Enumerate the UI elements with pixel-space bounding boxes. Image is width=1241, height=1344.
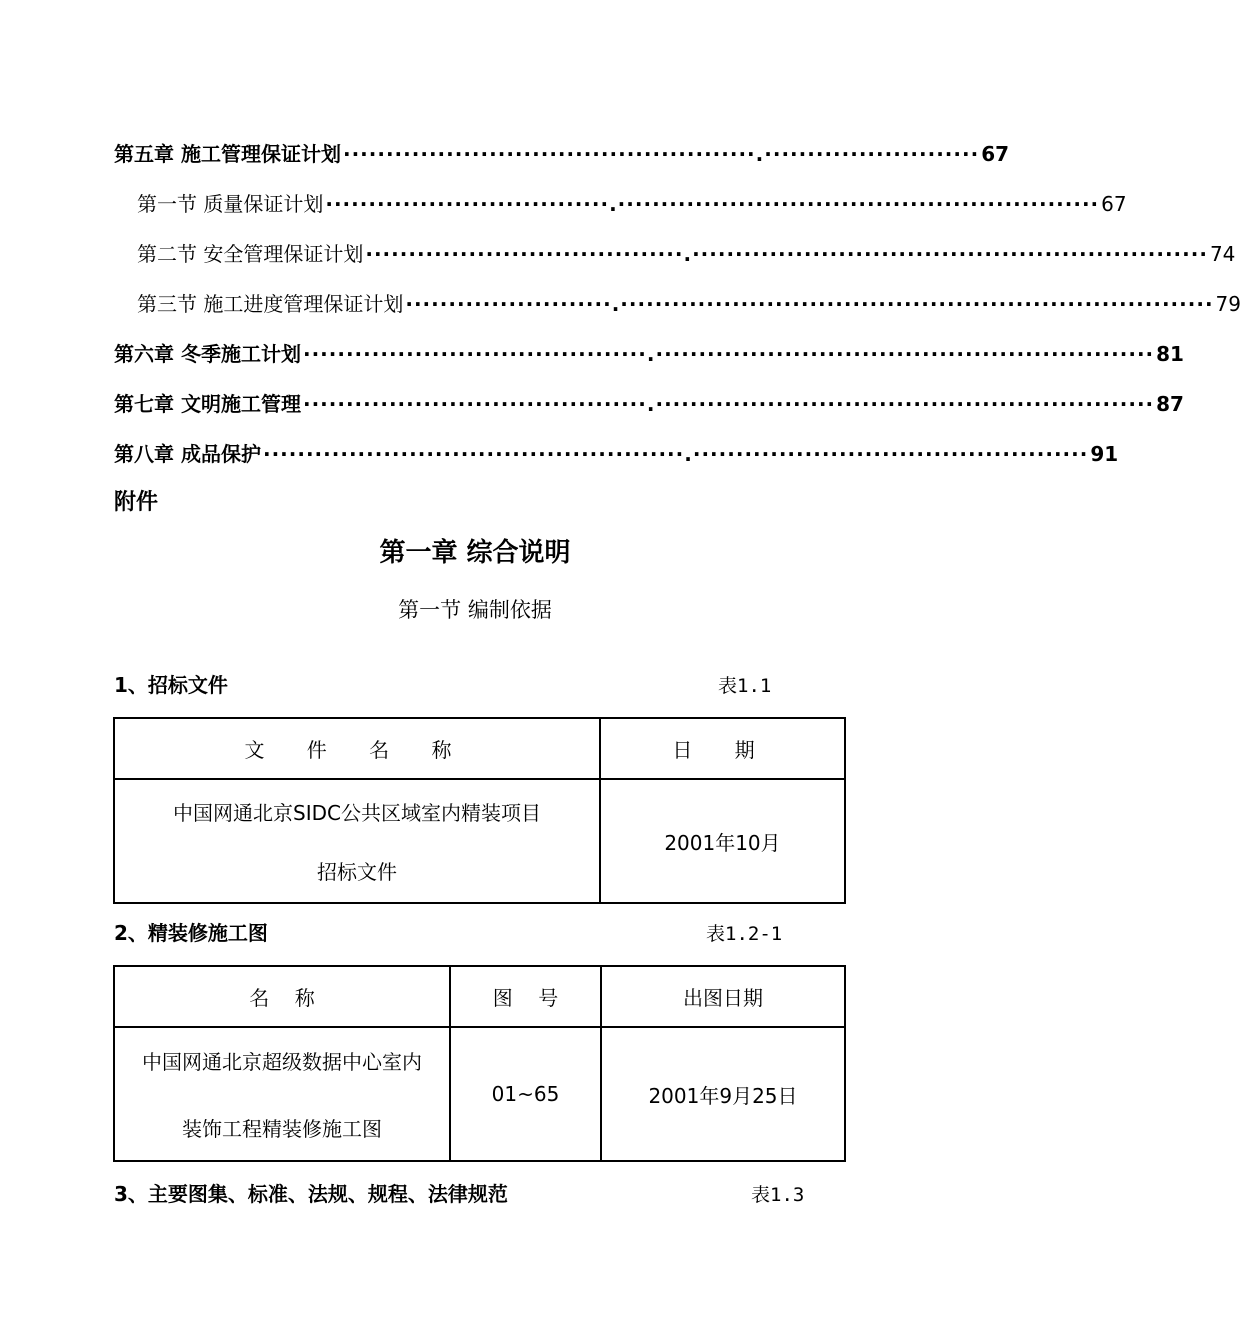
table-header-row — [114, 966, 845, 1027]
toc-entry-page: 74 — [1209, 242, 1236, 266]
table-header-cell: 出图日期 — [601, 966, 845, 1027]
toc-entry[interactable] — [137, 288, 1241, 317]
toc-leader-dots: ········································.·························································· — [302, 342, 1155, 366]
table-header-cell: 日 期 — [600, 718, 845, 779]
toc-leader-dots: ························.····································································· — [405, 292, 1214, 316]
table-cell-name: 中国网通北京SIDC公共区域室内精装项目 招标文件 — [114, 779, 600, 903]
section-heading: 第一节 编制依据 — [398, 598, 552, 622]
drawings-table — [113, 965, 846, 1162]
toc-leader-dots: ·································.························································ — [325, 192, 1100, 216]
table-label: 表1.2-1 — [706, 923, 783, 945]
toc-entry[interactable] — [114, 138, 1010, 167]
toc-entry-title: 第六章 冬季施工计划 — [114, 342, 301, 366]
table-row — [114, 779, 845, 903]
table-cell-number: 01~65 — [450, 1027, 601, 1161]
annex-label: 附件 — [114, 490, 159, 515]
toc-entry-title: 第三节 施工进度管理保证计划 — [137, 292, 404, 316]
toc-leader-dots: ········································.·························································· — [302, 392, 1155, 416]
table-header-cell: 图 号 — [450, 966, 601, 1027]
toc-entry[interactable] — [137, 238, 1236, 267]
toc-entry-page: 81 — [1156, 342, 1184, 366]
table-header-row — [114, 718, 845, 779]
item-heading-drawings: 2、精装修施工图 — [114, 921, 268, 945]
table-cell-date: 2001年9月25日 — [601, 1027, 845, 1161]
toc-entry-page: 67 — [981, 142, 1010, 166]
toc-entry[interactable] — [114, 438, 1119, 467]
toc-entry-page: 87 — [1156, 392, 1184, 416]
toc-entry-page: 67 — [1101, 192, 1127, 216]
chapter-heading: 第一章 综合说明 — [379, 538, 571, 568]
toc-entry-title: 第五章 施工管理保证计划 — [114, 142, 341, 166]
toc-entry[interactable] — [114, 388, 1184, 417]
toc-entry-page: 79 — [1215, 292, 1241, 316]
table-cell-name: 中国网通北京超级数据中心室内 装饰工程精装修施工图 — [114, 1027, 450, 1161]
table-cell-date: 2001年10月 — [600, 779, 845, 903]
table-row — [114, 1027, 845, 1161]
item-heading-standards: 3、主要图集、标准、法规、规程、法律规范 — [114, 1182, 508, 1206]
table-header-cell: 文 件 名 称 — [114, 718, 600, 779]
table-label: 表1.3 — [751, 1184, 805, 1206]
item-heading-tender-docs: 1、招标文件 — [114, 673, 228, 697]
toc-entry-title: 第一节 质量保证计划 — [137, 192, 324, 216]
toc-leader-dots: ·················································.·············································· — [262, 442, 1089, 466]
tender-docs-table — [113, 717, 846, 904]
toc-entry-page: 91 — [1090, 442, 1119, 466]
toc-entry-title: 第八章 成品保护 — [114, 442, 261, 466]
toc-leader-dots: ·····································.···························································· — [365, 242, 1208, 266]
toc-leader-dots: ················································.························· — [342, 142, 980, 166]
toc-entry-title: 第七章 文明施工管理 — [114, 392, 301, 416]
toc-entry[interactable] — [114, 338, 1184, 367]
table-label: 表1.1 — [718, 675, 772, 697]
toc-entry-title: 第二节 安全管理保证计划 — [137, 242, 364, 266]
toc-entry[interactable] — [137, 188, 1127, 217]
table-header-cell: 名 称 — [114, 966, 450, 1027]
